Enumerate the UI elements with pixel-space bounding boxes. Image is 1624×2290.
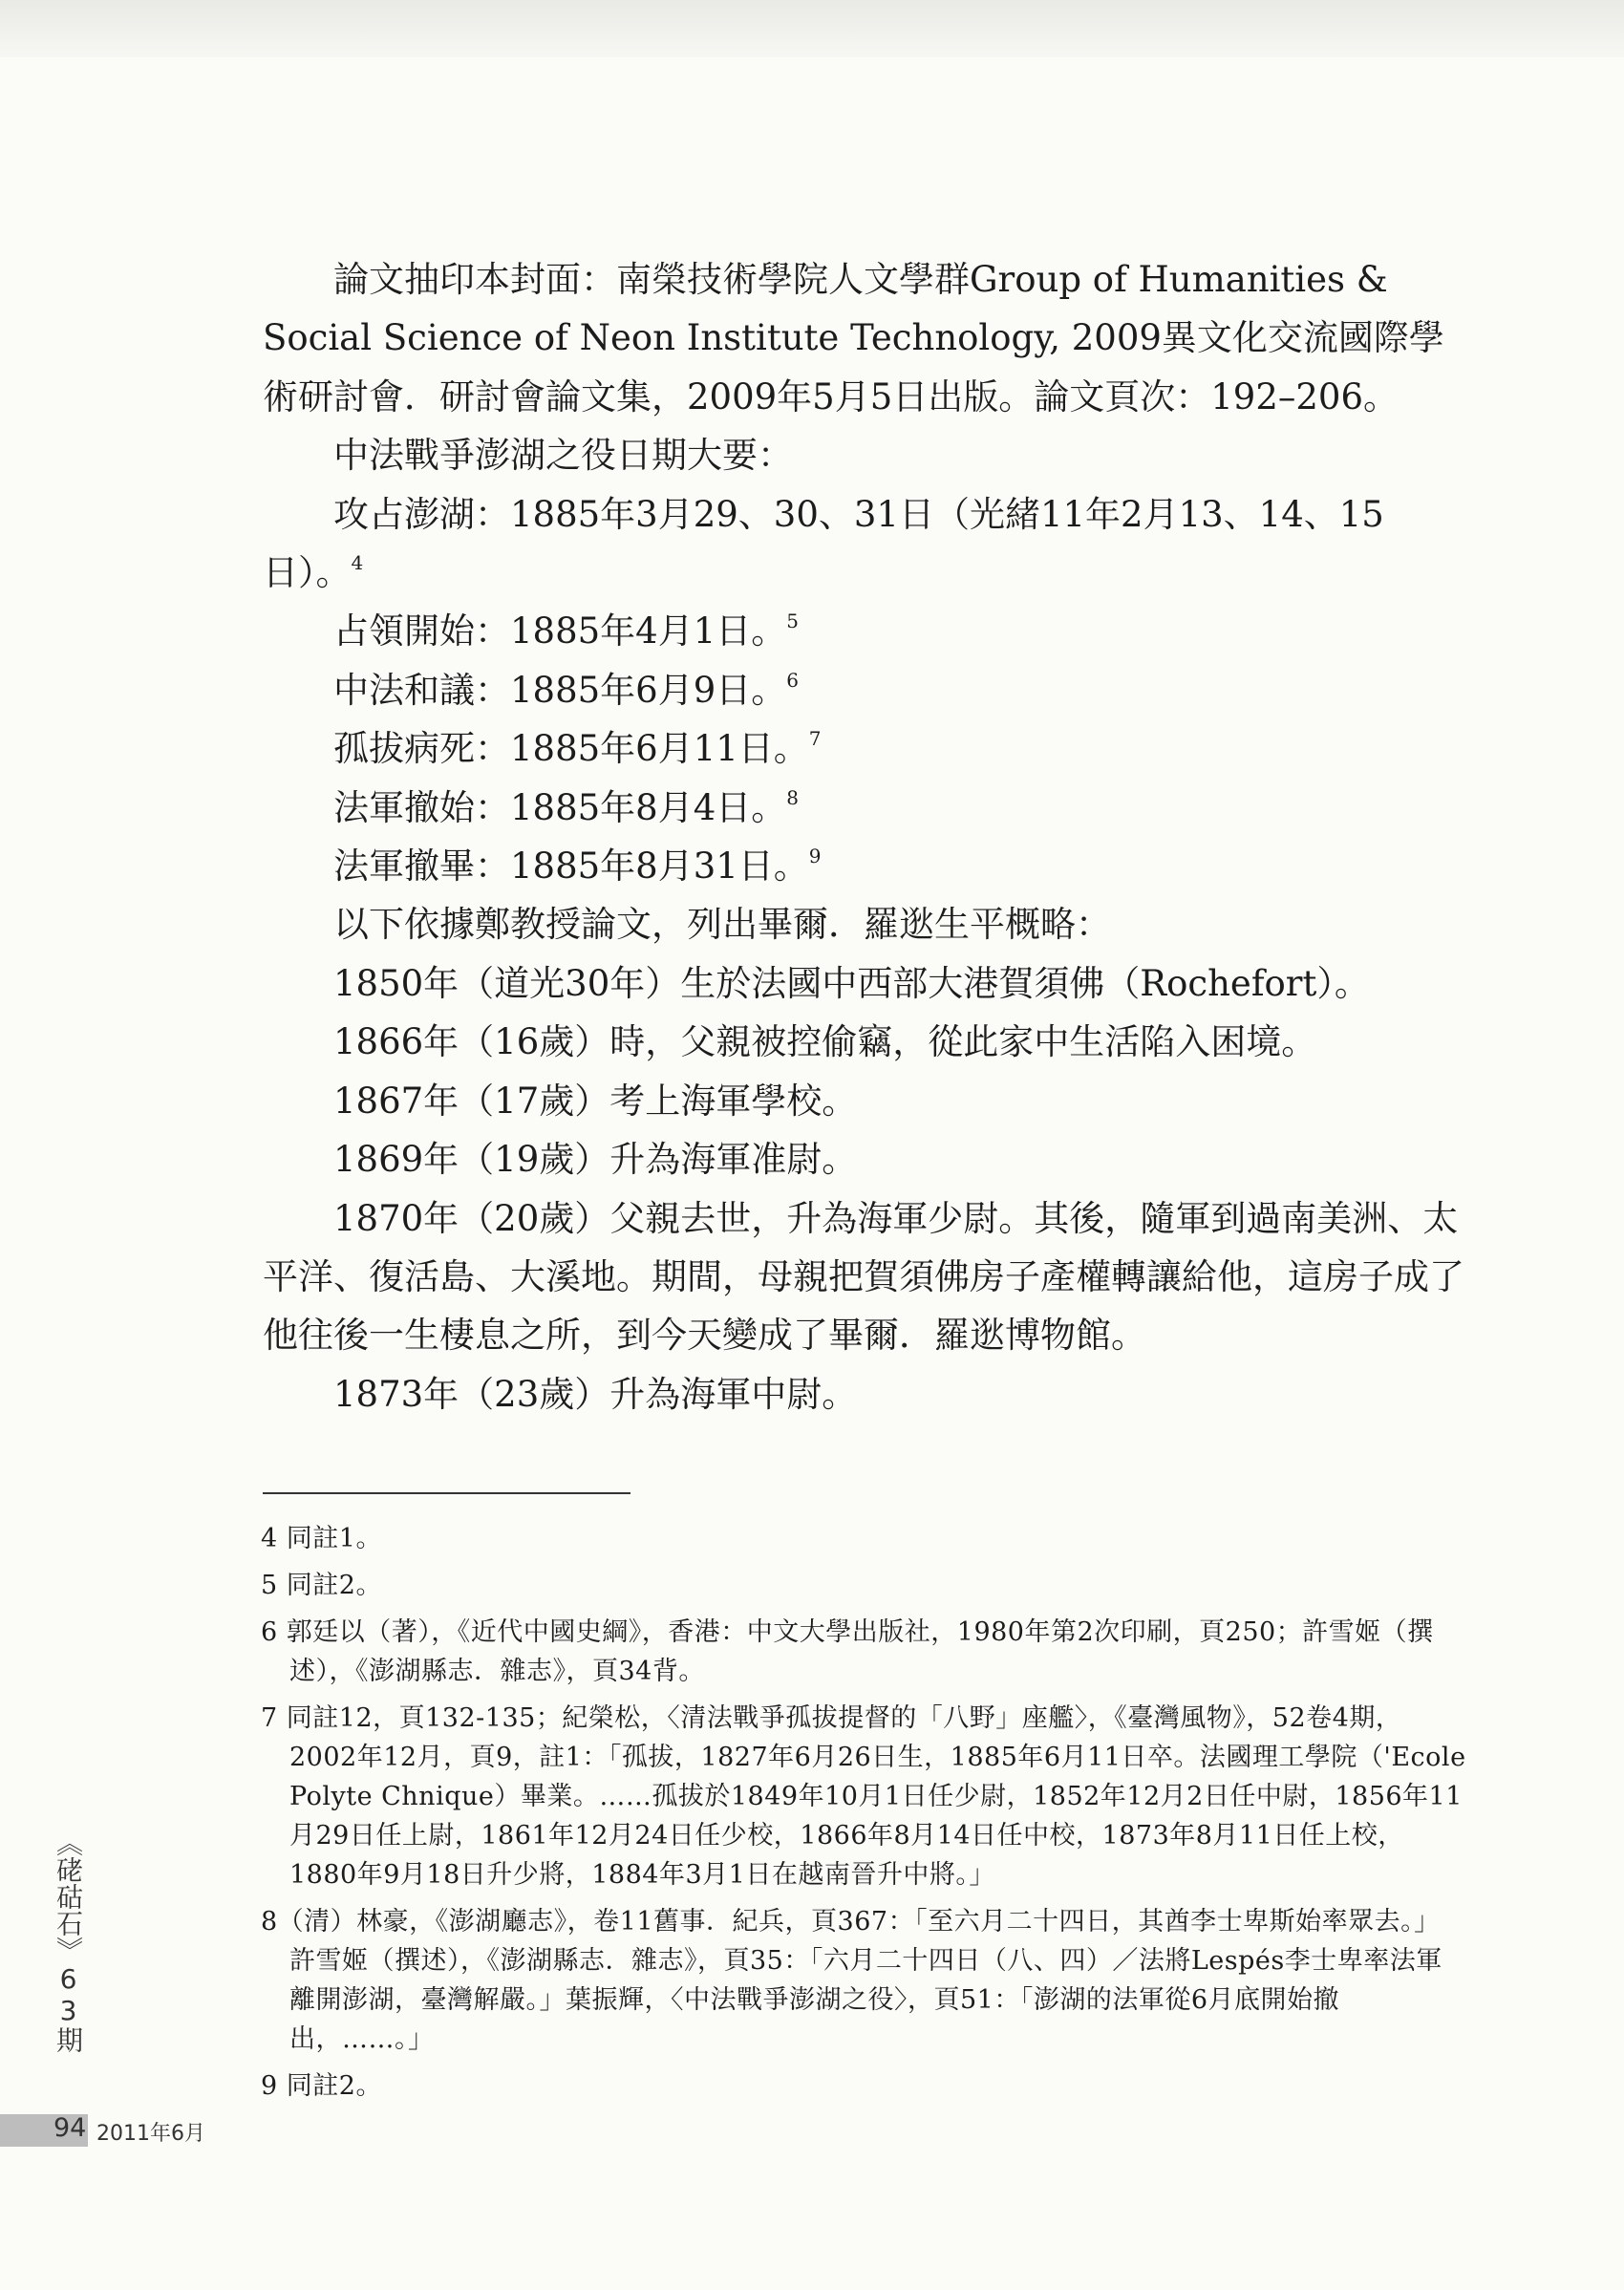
journal-side-title: 《硓𥑮石》63期 bbox=[53, 1830, 84, 2053]
footnote-ref: 8 bbox=[786, 785, 799, 809]
footnote-ref: 5 bbox=[786, 610, 799, 633]
footnote-ref: 7 bbox=[808, 727, 822, 751]
date-line: 法軍撤始：1885年8月4日。$^8$ bbox=[333, 785, 799, 828]
footnotes bbox=[261, 1519, 1466, 2113]
issue-date: 2011年6月 bbox=[96, 2122, 205, 2146]
bio-line: 1867年（17歲）考上海軍學校。 bbox=[333, 1080, 858, 1122]
footnote: 7 同註12，頁132-135；紀榮松，〈清法戰爭孤拔提督的「八野」座艦〉，《臺灣風物》，52卷4期，2002年12月，頁9，註1：「孤拔，1827年6月26日生，1885年6月11日卒。法國理工學院（'Ecole Polyte Chnique）畢業。……孤拔於1849年10月1日任少尉，1852年12月2日任中尉，1856年11月29日任上尉，1861年12月24日任少校，1866年8月14日任中校，1873年8月11日任上校，1880年9月18日升少將，1884年3月1日在越南晉升中將。」 bbox=[261, 1703, 1466, 1891]
bio-line: 1870年（20歲）父親去世，升為海軍少尉。其後，隨軍到過南美洲、太平洋、復活島、大溪地。期間，母親把賀須佛房子產權轉讓給他，這房子成了他往後一生棲息之所，到今天變成了畢爾．羅逖博物館。 bbox=[263, 1197, 1464, 1357]
paragraph-dates-heading: 中法戰爭澎湖之役日期大要： bbox=[333, 435, 793, 477]
scan-top-strip bbox=[0, 0, 1624, 57]
footnote-ref: 9 bbox=[808, 845, 822, 868]
bio-line: 1873年（23歲）升為海軍中尉。 bbox=[333, 1373, 858, 1415]
bio-line: 1850年（道光30年）生於法國中西部大港賀須佛（Rochefort）。 bbox=[333, 962, 1370, 1004]
article-body bbox=[263, 250, 1464, 1423]
footnote-ref: 4 bbox=[351, 551, 364, 575]
date-line: 法軍撤畢：1885年8月31日。$^9$ bbox=[333, 845, 822, 888]
footnote-ref: 6 bbox=[786, 668, 799, 692]
footnote: 6 郭廷以（著），《近代中國史綱》，香港：中文大學出版社，1980年第2次印刷，頁250；許雪姬（撰述），《澎湖縣志．雜志》，頁34背。 bbox=[261, 1617, 1434, 1687]
bio-line: 1866年（16歲）時，父親被控偷竊，從此家中生活陷入困境。 bbox=[333, 1021, 1317, 1063]
date-line: 中法和議：1885年6月9日。$^6$ bbox=[333, 668, 799, 711]
footnote: 4 同註1。 bbox=[261, 1524, 382, 1553]
page-number: 94 bbox=[53, 2113, 87, 2143]
bio-line: 1869年（19歲）升為海軍准尉。 bbox=[333, 1139, 858, 1181]
footnote: 8（清）林豪，《澎湖廳志》，卷11舊事．紀兵，頁367：「至六月二十四日，其酋李士卑斯始率眾去。」許雪姬（撰述），《澎湖縣志．雜志》，頁35：「六月二十四日（八、四）／法將Lespés李士卑率法軍離開澎湖，臺灣解嚴。」葉振輝，〈中法戰爭澎湖之役〉，頁51：「澎湖的法軍從6月底開始撤出，……。」 bbox=[261, 1907, 1442, 2055]
paragraph-biography-heading: 以下依據鄭教授論文，列出畢爾．羅逖生平概略： bbox=[333, 904, 1111, 946]
footnote-divider bbox=[263, 1492, 630, 1494]
paragraph-citation: 論文抽印本封面：南榮技術學院人文學群Group of Humanities & Social Science of Neon Institute Technology, 2009異文化交流國際學術研討會．研討會論文集，2009年5月5日出版。論文頁次：192–206。 bbox=[263, 259, 1444, 417]
date-line: 孤拔病死：1885年6月11日。$^7$ bbox=[333, 727, 822, 770]
date-line: 攻占澎湖：1885年3月29、30、31日（光緒11年2月13、14、15日）。$^4$ bbox=[263, 493, 1384, 594]
footnote: 5 同註2。 bbox=[261, 1571, 382, 1601]
date-line: 占領開始：1885年4月1日。$^5$ bbox=[333, 610, 799, 653]
footnote: 9 同註2。 bbox=[261, 2071, 382, 2102]
